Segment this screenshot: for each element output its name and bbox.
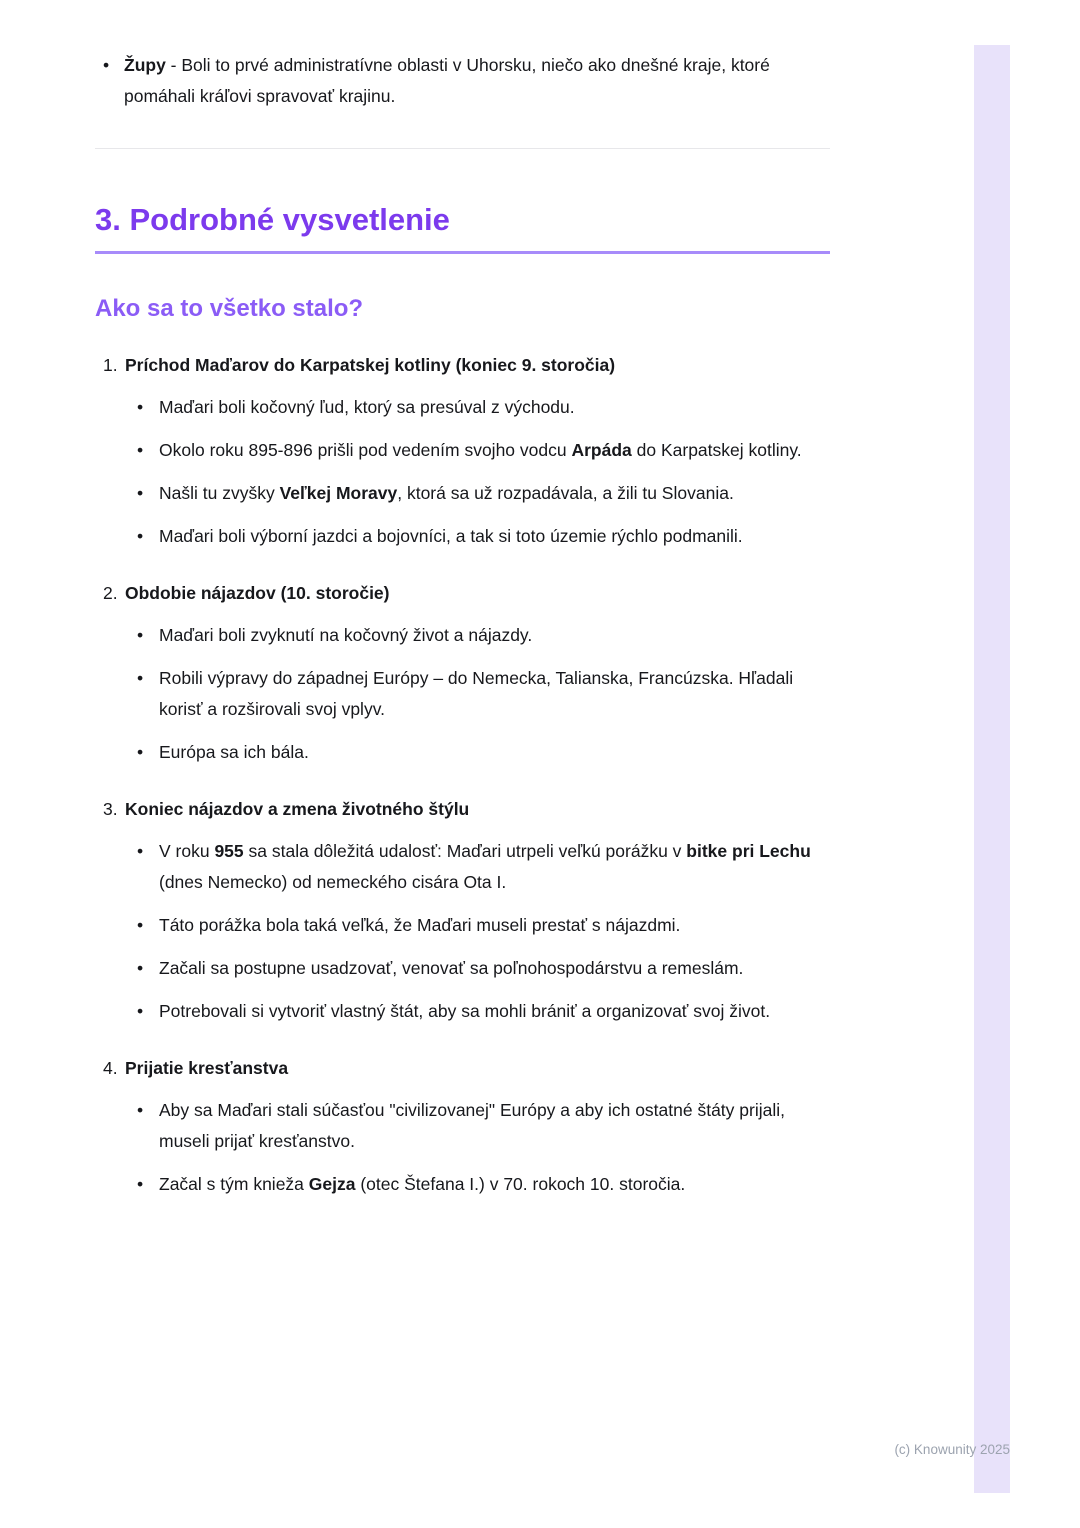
bullet-item xyxy=(137,1095,830,1157)
bullet-item xyxy=(137,620,830,651)
bullet-text: Táto porážka bola taká veľká, že Maďari museli prestať s nájazdmi. xyxy=(159,915,681,935)
bullet-list xyxy=(103,836,830,1027)
step-title xyxy=(103,1053,830,1084)
bullet-item xyxy=(137,392,830,423)
bullet-text: V roku 955 sa stala dôležitá udalosť: Maďari utrpeli veľkú porážku v bitke pri Lechu (dnes Nemecko) od nemeckého cisára Ota I. xyxy=(159,841,811,892)
bullet-text: Potrebovali si vytvoriť vlastný štát, aby sa mohli brániť a organizovať svoj život. xyxy=(159,1001,771,1021)
bullet-item xyxy=(137,435,830,466)
numbered-list-item xyxy=(103,1053,830,1200)
bullet-text: Aby sa Maďari stali súčasťou "civilizovanej" Európy a aby ich ostatné štáty prijali, museli prijať kresťanstvo. xyxy=(159,1100,785,1151)
bold-text: Veľkej Moravy xyxy=(279,483,398,503)
bold-text: 955 xyxy=(214,841,244,861)
section-heading: 3. Podrobné vysvetlenie xyxy=(95,202,830,254)
bullet-text: Maďari boli kočovný ľud, ktorý sa presúval z východu. xyxy=(159,397,575,417)
section-subheading: Ako sa to všetko stalo? xyxy=(95,295,364,322)
numbered-list-item xyxy=(103,578,830,768)
bullet-icon: • xyxy=(137,440,144,460)
footer-credit: (c) Knowunity 2025 xyxy=(894,1442,1010,1457)
bullet-item xyxy=(137,1169,830,1200)
bullet-icon: • xyxy=(137,841,144,861)
bullet-item xyxy=(137,663,830,725)
bullet-icon: • xyxy=(137,1100,144,1120)
bullet-icon: • xyxy=(137,915,144,935)
bold-text: Gejza xyxy=(308,1174,356,1194)
bullet-item xyxy=(137,910,830,941)
bold-text: Župy xyxy=(124,55,166,75)
bullet-icon: • xyxy=(137,625,144,645)
bullet-item xyxy=(137,953,830,984)
bullet-list xyxy=(103,392,830,552)
bullet-text: Začal s tým knieža Gejza (otec Štefana I.) v 70. rokoch 10. storočia. xyxy=(159,1174,686,1194)
bullet-item xyxy=(137,478,830,509)
bullet-text: Robili výpravy do západnej Európy – do Nemecka, Talianska, Francúzska. Hľadali korisť a rozširovali svoj vplyv. xyxy=(159,668,794,719)
bold-text: Arpáda xyxy=(571,440,632,460)
numbered-list-item xyxy=(103,794,830,1027)
bullet-icon: • xyxy=(137,397,144,417)
step-title-text: Koniec nájazdov a zmena životného štýlu xyxy=(125,799,470,819)
bullet-icon: • xyxy=(137,1174,144,1194)
bullet-text: Maďari boli výborní jazdci a bojovníci, a tak si toto územie rýchlo podmanili. xyxy=(159,526,743,546)
bullet-item xyxy=(137,996,830,1027)
bullet-icon: • xyxy=(137,483,144,503)
document-content xyxy=(95,50,830,1226)
step-number: 4. xyxy=(103,1058,118,1078)
step-title xyxy=(103,794,830,825)
bold-text: bitke pri Lechu xyxy=(686,841,811,861)
bullet-item xyxy=(137,737,830,768)
bullet-icon: • xyxy=(137,958,144,978)
bullet-text: Našli tu zvyšky Veľkej Moravy, ktorá sa už rozpadávala, a žili tu Slovania. xyxy=(159,483,734,503)
numbered-list-item xyxy=(103,350,830,552)
bullet-icon: • xyxy=(137,1001,144,1021)
bullet-icon: • xyxy=(137,526,144,546)
step-title-text: Prijatie kresťanstva xyxy=(125,1058,289,1078)
page-margin-stripe xyxy=(974,45,1010,1493)
bullet-item xyxy=(137,521,830,552)
step-title xyxy=(103,578,830,609)
numbered-list xyxy=(95,350,830,1200)
intro-bullet-list xyxy=(95,50,830,112)
bullet-icon: • xyxy=(137,668,144,688)
bullet-icon: • xyxy=(137,742,144,762)
bullet-text: Okolo roku 895-896 prišli pod vedením svojho vodcu Arpáda do Karpatskej kotliny. xyxy=(159,440,802,460)
intro-bullet-text: Župy - Boli to prvé administratívne oblasti v Uhorsku, niečo ako dnešné kraje, ktoré pomáhali kráľovi spravovať krajinu. xyxy=(124,55,770,106)
step-title-text: Obdobie nájazdov (10. storočie) xyxy=(125,583,390,603)
section-divider xyxy=(95,148,830,149)
step-number: 2. xyxy=(103,583,118,603)
bullet-text: Začali sa postupne usadzovať, venovať sa poľnohospodárstvu a remeslám. xyxy=(159,958,744,978)
bullet-text: Európa sa ich bála. xyxy=(159,742,309,762)
step-title-text: Príchod Maďarov do Karpatskej kotliny (koniec 9. storočia) xyxy=(125,355,616,375)
bullet-list xyxy=(103,620,830,768)
bullet-list xyxy=(103,1095,830,1200)
bullet-text: Maďari boli zvyknutí na kočovný život a nájazdy. xyxy=(159,625,533,645)
step-title xyxy=(103,350,830,381)
bullet-icon: • xyxy=(103,55,110,75)
bullet-item xyxy=(137,836,830,898)
step-number: 3. xyxy=(103,799,118,819)
step-number: 1. xyxy=(103,355,118,375)
bullet-item xyxy=(103,50,830,112)
